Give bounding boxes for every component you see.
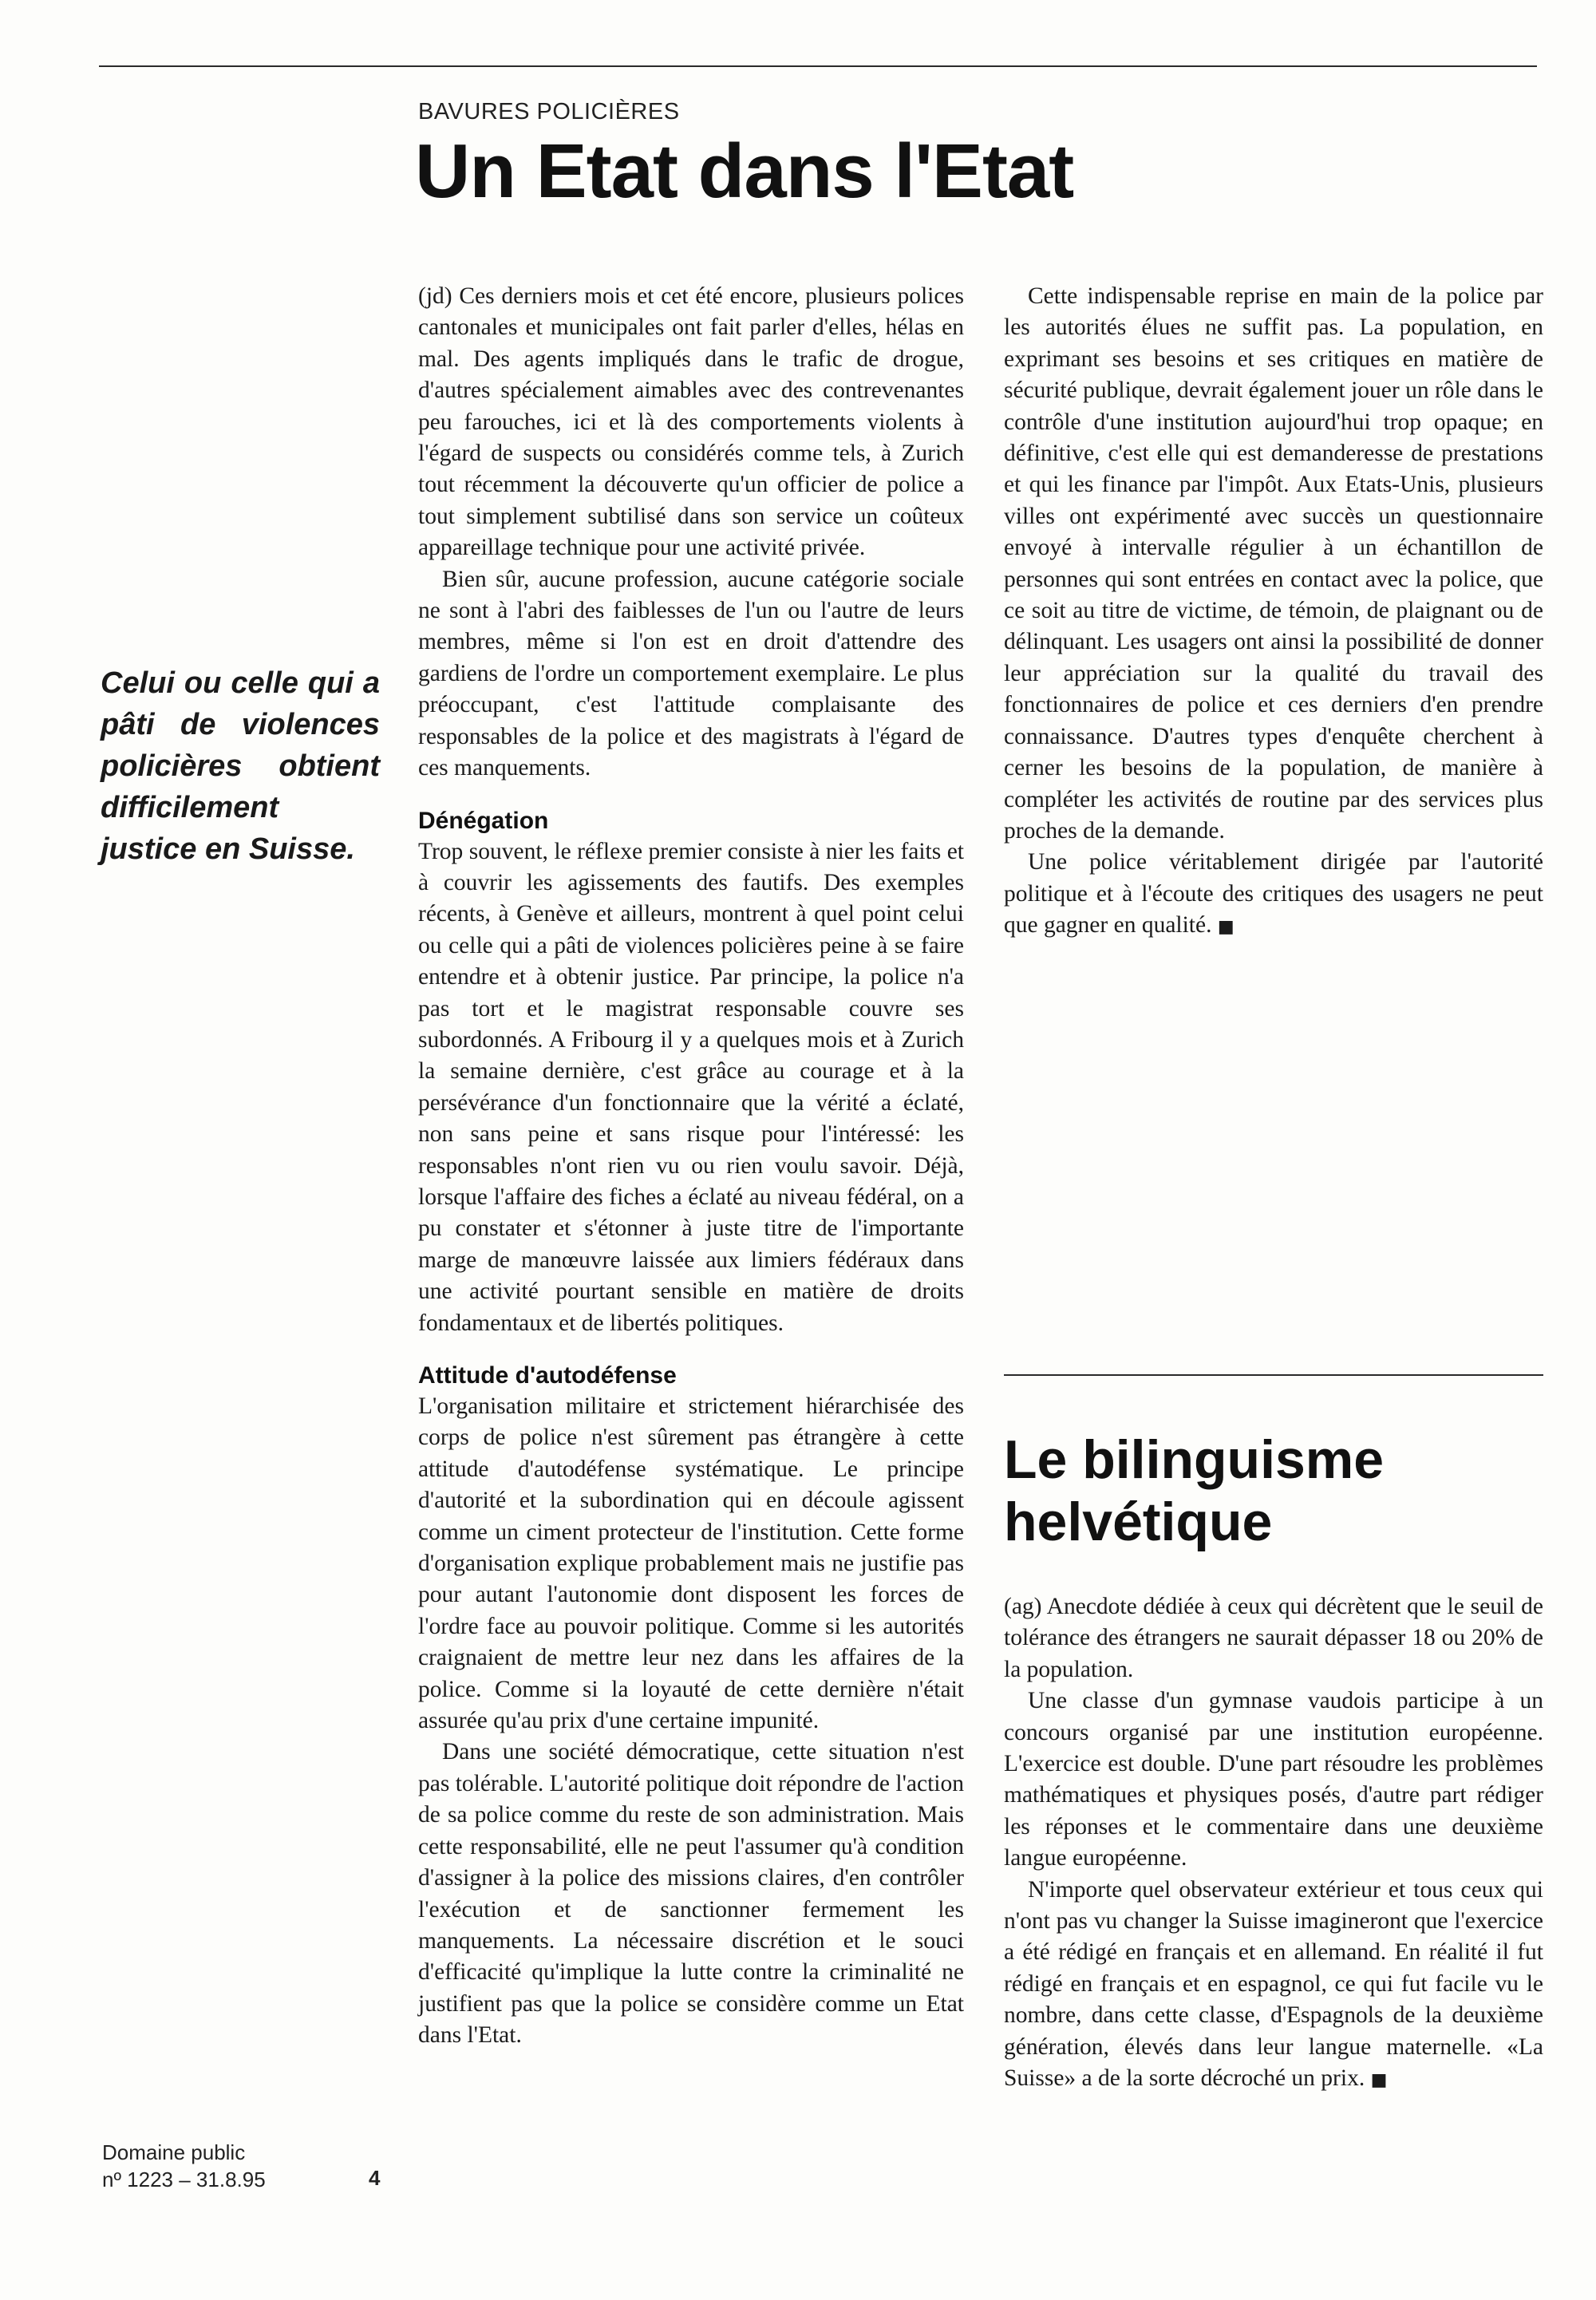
paragraph: L'organisation militaire et strictement hiérarchisée des corps de police n'est sûrement pas étrangère à cette attitude d'autodéfense systématique. Le principe d'autorité et la subordination qui en découle agissent comme un ciment protecteur de l'institution. Cette forme d'organisation explique probablement mais ne justifie pas pour autant l'autonomie dont disposent les forces de l'ordre face au pouvoir politique. Comme si les autorités craignaient de mettre leur nez dans les affaires de la police. Comme si la loyauté de cette dernière n'était assurée qu'au prix d'une certaine impunité. [418, 1393, 964, 1734]
paragraph: Cette indispensable reprise en main de la police par les autorités élues ne suffit pas. La population, en exprimant ses besoins et ses critiques en matière de sécurité publique, devrait également jouer un rôle dans le contrôle d'une institution aujourd'hui trop opaque; en définitive, c'est elle qui est demanderesse de prestations et qui les finance par l'impôt. Aux Etats-Unis, plusieurs villes ont expérimenté avec succès un questionnaire envoyé à intervalle régulier à un échantillon de personnes qui sont entrées en contact avec la police, que ce soit au titre de victime, de témoin, de plaignant ou de délinquant. Les usagers ont ainsi la possibilité de donner leur appréciation sur la qualité du travail des fonctionnaires de police et ces derniers d'en prendre connaissance. D'autres types d'enquête cherchent à cerner les besoins de la population, de manière à compléter les activités de routine par des services plus proches de la demande. [1004, 283, 1543, 844]
article-column-2 [1004, 281, 1543, 943]
footer-publication [102, 2139, 266, 2193]
paragraph [1004, 847, 1543, 943]
paragraph: (ag) Anecdote dédiée à ceux qui décrètent que le seuil de tolérance des étrangers ne saurait dépasser 18 ou 20% de la population. [1004, 1594, 1543, 1682]
page-number: 4 [369, 2166, 381, 2190]
paragraph: Bien sûr, aucune profession, aucune catégorie sociale ne sont à l'abri des faiblesses de l'un ou l'autre de leurs membres, même si l'on est en droit d'attendre des gardiens de l'ordre un comportement exemplaire. Le plus préoccupant, c'est l'attitude complaisante des responsables de la police et des magistrats à l'égard de ces manquements. [418, 566, 964, 781]
paragraph: Dans une société démocratique, cette situation n'est pas tolérable. L'autorité politique doit répondre de l'action de sa police comme du reste de son administration. Mais cette responsabilité, elle ne peut l'assumer qu'à condition d'assigner à la police des missions claires, d'en contrôler l'exécution et de sanctionner fermement les manquements. La nécessaire discrétion et le souci d'efficacité qu'implique la lutte contre la criminalité ne justifient pas que la police se considère comme un Etat dans l'Etat. [418, 1739, 964, 2049]
paragraph: Trop souvent, le réflexe premier consiste à nier les faits et à couvrir les agissements des fautifs. Des exemples récents, à Genève et ailleurs, montrent à quel point celui ou celle qui a pâti de violences policières peine à se faire entendre et à obtenir justice. Par principe, la police n'a pas tort et le magistrat responsable couvre ses subordonnés. A Fribourg il y a quelques mois et à Zurich la semaine dernière, c'est grâce au courage et à la persévérance d'un fonctionnaire que la vérité a éclaté, non sans peine et sans risque pour l'intéressé: les responsables n'ont rien vu ou rien voulu savoir. Déjà, lorsque l'affaire des fiches a éclaté au niveau fédéral, on a pu constater et s'étonner à juste titre de l'importante marge de manœuvre laissée aux limiers fédéraux dans une activité pourtant sensible en matière de droits fondamentaux et de libertés politiques. [418, 838, 964, 1336]
second-article-column [1004, 1591, 1543, 2096]
paragraph: Une classe d'un gymnase vaudois participe à un concours organisé par une institution européenne. L'exercice est double. D'une part résoudre les problèmes mathématiques et physiques posés, d'autre part rédiger les réponses et le commentaire dans une deuxième langue européenne. [1004, 1688, 1543, 1871]
second-article-title: Le bilinguisme helvétique [1004, 1429, 1385, 1552]
top-rule [99, 65, 1537, 67]
publication-name: Domaine public [102, 2140, 246, 2164]
section-divider [1004, 1374, 1543, 1376]
paragraph [1004, 1875, 1543, 2096]
paragraph-text: N'importe quel observateur extérieur et tous ceux qui n'ont pas vu changer la Suisse imagineront que l'exercice a été rédigé en français et en allemand. En réalité il fut rédigé en français et en espagnol, ce qui fut facile vu le nombre, dans cette classe, d'Espagnols de la deuxième génération, élevés dans leur langue maternelle. «La Suisse» a de la sorte décroché un prix. [1004, 1876, 1543, 2092]
pull-quote: Celui ou celle qui a pâti de violences policières obtient difficilement justice en Suisse. [101, 666, 380, 866]
end-mark-icon: ■ [1370, 2070, 1388, 2091]
subheading-denegation: Dénégation [418, 807, 549, 834]
end-mark-icon: ■ [1217, 917, 1235, 938]
issue-number: nº 1223 – 31.8.95 [102, 2168, 266, 2191]
paragraph-text: Une police véritablement dirigée par l'autorité politique et à l'écoute des critiques des usagers ne peut que gagner en qualité. [1004, 849, 1543, 939]
subheading-autodefense: Attitude d'autodéfense [418, 1362, 677, 1389]
article-title: Un Etat dans l'Etat [415, 128, 1074, 214]
section-kicker: BAVURES POLICIÈRES [418, 99, 680, 124]
paragraph: (jd) Ces derniers mois et cet été encore, plusieurs polices cantonales et municipales ont fait parler d'elles, hélas en mal. Des agents impliqués dans le trafic de drogue, d'autres spécialement aimables avec des contrevenantes peu farouches, ici et là des comportements violents à l'égard de suspects ou considérés comme tels, à Zurich tout récemment la découverte qu'un officier de police a tout simplement subtilisé dans son service un coûteux appareillage technique pour une activité privée. [418, 283, 964, 561]
article-column-1 [418, 281, 964, 2052]
